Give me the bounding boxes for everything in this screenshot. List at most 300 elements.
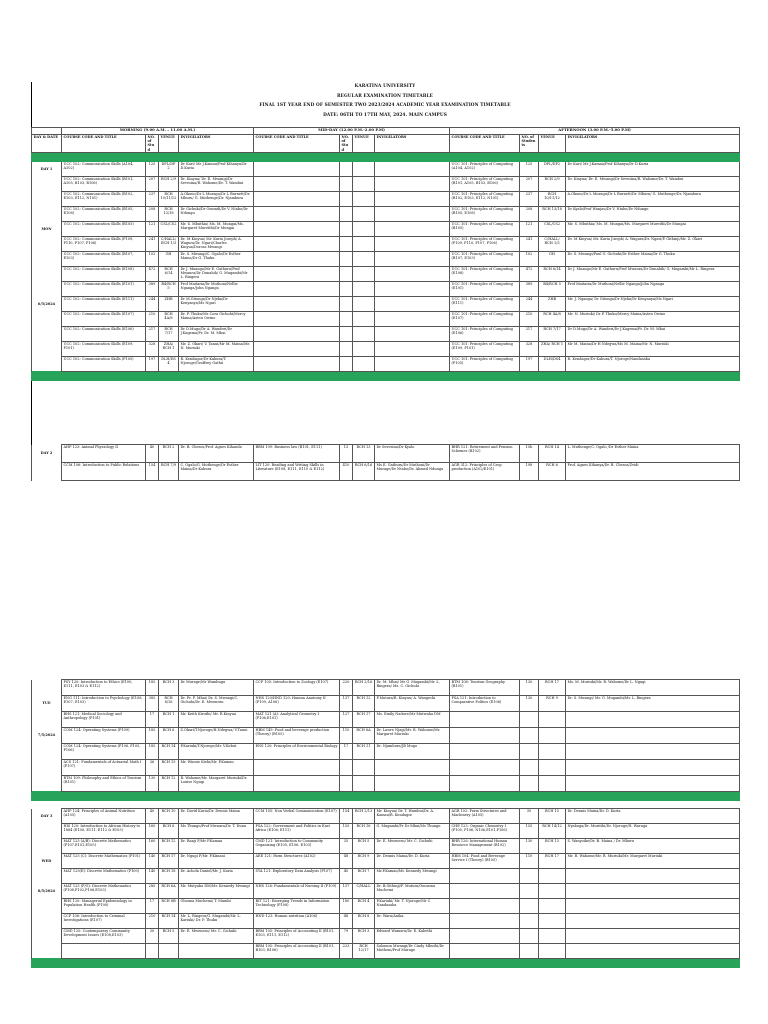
afternoon-no-cell: [520, 712, 539, 728]
midday-course-cell: BBM 105: Principles of Accounting II (B101, B103, B106): [254, 944, 340, 959]
afternoon-course-cell: CHE 123: Organic Chemistry I (P105, P106, N106,E101,P106): [450, 824, 520, 839]
afternoon-no-cell: 237: [520, 191, 539, 206]
day-cell: [32, 869, 62, 884]
afternoon-venue-cell: RCH 6/14: [539, 266, 566, 281]
midday-course-cell: [254, 266, 340, 281]
morning-invig-cell: Oluoma Muchemi/ T. Mumbi: [179, 899, 254, 914]
midday-course-cell: [254, 221, 340, 236]
midday-no-cell: [340, 341, 353, 356]
afternoon-venue-cell: RCH 7/17: [539, 326, 566, 341]
midday-venue-cell: RCH 12/17: [353, 944, 375, 959]
afternoon-course-cell: UCC 101: Principles of Computing (E106): [450, 326, 520, 341]
morning-venue-cell: RCH 1: [159, 712, 179, 728]
day2-table: [31, 444, 740, 481]
morning-no-cell: 185: [146, 680, 159, 696]
midday-course-cell: [254, 236, 340, 251]
morning-no-cell: 160: [146, 824, 159, 839]
afternoon-venue-cell: RCH 13: [539, 839, 566, 854]
morning-course-cell: UCC 102: Communication Skills (B107, E103): [62, 251, 146, 266]
day1-rows: [32, 161, 740, 371]
midday-course-cell: [254, 326, 340, 341]
afternoon-no-cell: [520, 899, 539, 914]
tuesday-table: [31, 679, 740, 801]
afternoon-invig-cell: L. Muthenge/C. Ogalo /Dr Esther Maina: [566, 445, 740, 463]
afternoon-invig-cell: [566, 944, 740, 959]
morning-course-cell: HIS 120: Introduction to African History to 1884 (E100, E111, E112 & E103): [62, 824, 146, 839]
day-cell: [32, 680, 62, 696]
afternoon-no-cell: 210: [520, 311, 539, 326]
afternoon-venue-cell: B4/RCH 5: [539, 281, 566, 296]
afternoon-course-cell: AGR 312: Principles of Crop production (A102/E101): [450, 463, 520, 481]
afternoon-no-cell: 208: [520, 206, 539, 221]
midday-no-cell: [340, 326, 353, 341]
midday-no-cell: 48: [340, 854, 353, 869]
midday-venue-cell: RCH 4: [353, 899, 375, 914]
day-cell: [32, 824, 62, 839]
afternoon-venue-cell: [539, 884, 566, 899]
green-separator: [32, 959, 740, 968]
morning-invig-cell: Dr. S. Mwangi/C. Ogalo/Dr Esther Maina/Dr G. Thuku: [179, 251, 254, 266]
green-separator: [32, 152, 740, 161]
timetable-row: [32, 776, 740, 792]
morning-no-cell: 185: [146, 744, 159, 760]
midday-invig-cell: Dr. Dennis Maina/Dr. D. Kuria: [375, 854, 450, 869]
morning-no-cell: 40: [146, 809, 159, 824]
midday-venue-cell: RCH 16: [353, 824, 375, 839]
midday-course-cell: BBM 109: Business law (B101, E111): [254, 445, 340, 463]
midday-venue-cell: RCH 8: [353, 914, 375, 929]
day-cell: 6/5/2024: [32, 296, 62, 311]
afternoon-no-cell: 110: [520, 854, 539, 869]
midday-invig-cell: Mr.P.Kamau/Mr. Kennedy Mwangi: [375, 869, 450, 884]
midday-invig-cell: [375, 251, 450, 266]
afternoon-invig-cell: Dr J. Muango/Mr E. Gathuru/Prof Mwaura/Dr Dunahih/ G. Mugambi/Mr L. Ringera: [566, 266, 740, 281]
timetable-row: [32, 929, 740, 944]
timetable-row: [32, 281, 740, 296]
midday-invig-cell: [375, 311, 450, 326]
afternoon-venue-cell: RCH 2/9: [539, 176, 566, 191]
morning-session: MORNING (9.00 A.M. – 11.00 A.M.): [62, 128, 254, 135]
day-cell: [32, 914, 62, 929]
afternoon-venue-cell: [539, 869, 566, 884]
timetable-row: [32, 206, 740, 221]
morning-invig-cell: Dr Murage/Mr Wambugu: [179, 680, 254, 696]
timetable-row: [32, 712, 740, 728]
morning-venue-cell: GH: [159, 251, 179, 266]
morning-no-cell: 30: [146, 929, 159, 944]
morning-invig-cell: Mr. L. Ringera/G. Mugambi/Mr. L. Kariuki/ Dr. P. Thuku: [179, 914, 254, 929]
afternoon-invig-cell: Dr D.Mugo/Dr A. Wanderi/Dr J.Kagema/Fr. Dr. M. Mbai: [566, 326, 740, 341]
midday-venue-cell: RCH 9: [353, 854, 375, 869]
timetable-row: [32, 869, 740, 884]
afternoon-course-cell: UCC 101: Principles of Computing (E109, P101): [450, 341, 520, 356]
midday-course-cell: [254, 356, 340, 371]
afternoon-course-cell: UCC 101: Principles of Computing (B107, E103): [450, 251, 520, 266]
midday-invig-cell: [375, 206, 450, 221]
morning-no-cell: 185: [146, 728, 159, 744]
midday-venue-cell: [353, 311, 375, 326]
afternoon-no-cell: 15b: [520, 445, 539, 463]
midday-venue-cell: [353, 296, 375, 311]
afternoon-venue-cell: [539, 744, 566, 760]
midday-no-cell: 137: [340, 696, 353, 712]
midday-venue-cell: [353, 251, 375, 266]
midday-course-cell: BBM 105: Principles of Accounting II (B101, E103, E111, E112): [254, 929, 340, 944]
tuesday-rows: [32, 680, 740, 792]
day-cell: [32, 176, 62, 191]
afternoon-no-cell: [520, 944, 539, 959]
midday-invig-cell: [375, 760, 450, 776]
morning-no-cell: 217: [146, 326, 159, 341]
timetable-row: [32, 696, 740, 712]
afternoon-no-cell: 155: [520, 824, 539, 839]
midday-invig-cell: [375, 341, 450, 356]
midday-no-cell: [340, 161, 353, 176]
day-cell: [32, 776, 62, 792]
morning-course-cell: COM 124: Operating Systems (P109): [62, 728, 146, 744]
morning-venue-cell: B4/RCH 5: [159, 281, 179, 296]
afternoon-venue-cell: DLH/DS4: [539, 356, 566, 371]
day-cell: [32, 191, 62, 206]
morning-course-cell: UCC 102: Communication Skills (B102, E103, E112, N101): [62, 191, 146, 206]
morning-no-cell: 130: [146, 776, 159, 792]
midday-no-cell: 220: [340, 680, 353, 696]
green-separator: [32, 371, 740, 380]
afternoon-invig-cell: Dr. Kinyua/ Dr. E. Mwangi/Dr Sevesina/R. Wahome/Dr. T. Wambui: [566, 176, 740, 191]
afternoon-venue-cell: RCH 6: [539, 463, 566, 481]
midday-venue-cell: RCH 17: [353, 712, 375, 728]
morning-no-cell: 241: [146, 236, 159, 251]
midday-venue-cell: [353, 191, 375, 206]
midday-invig-cell: G. Mugambi/Fr Dr Mbai/Ms Thungu: [375, 824, 450, 839]
afternoon-course-cell: [450, 712, 520, 728]
morning-no-cell: 125: [146, 161, 159, 176]
midday-no-cell: [340, 281, 353, 296]
afternoon-no-cell: 244: [520, 296, 539, 311]
timetable-row: [32, 161, 740, 176]
midday-session: MID-DAY (12.00 P.M.-2.00 P.M): [254, 128, 450, 135]
midday-venue-cell: [353, 221, 375, 236]
timetable-row: [32, 463, 740, 481]
day-cell: 8/5/2024: [32, 884, 62, 899]
afternoon-no-cell: 207: [520, 176, 539, 191]
midday-no-cell: [340, 236, 353, 251]
midday-course-cell: MAT 121 (A): Analytical Geometry I (P106,E101): [254, 712, 340, 728]
afternoon-no-cell: 30: [520, 809, 539, 824]
midday-invig-cell: Mr. Kinyua/ Dr. T. Wambui/Dr. A. Kamau/R. Kendagor: [375, 809, 450, 824]
morning-venue-cell: RCH 7/17: [159, 326, 179, 341]
green-separator: [32, 792, 740, 801]
midday-no-cell: 79: [340, 929, 353, 944]
midday-course-cell: HND 123: Human nutrition (A106): [254, 914, 340, 929]
midday-venue-cell: C/HALL: [353, 884, 375, 899]
morning-course-cell: PSY 120: Introduction to Ethics (E100, E111, E103 & E112): [62, 680, 146, 696]
afternoon-course-cell: HBM 104: Food and Beverage Service I (Theory) (B105): [450, 854, 520, 869]
timetable-row: [32, 236, 740, 251]
midday-course-cell: NHS 120/HND 120: Human Anatomy II (P109, A106): [254, 696, 340, 712]
morning-course-cell: UCC 102: Communication Skills (B105, E108): [62, 206, 146, 221]
midday-no-cell: [340, 221, 353, 236]
afternoon-venue-cell: [539, 776, 566, 792]
midday-venue-cell: [353, 776, 375, 792]
afternoon-invig-cell: Dr. S. Mwangi/ Mr. G. Mugambi/Mr. L. Ringera: [566, 696, 740, 712]
midday-course-cell: ENS 120: Principles of Environmental Biology: [254, 744, 340, 760]
morning-invig-cell: Dr. B. Chesos/Prof. Agnes Kihanda: [179, 445, 254, 463]
morning-no-cell: 197: [146, 356, 159, 371]
midday-invig-cell: [375, 176, 450, 191]
afternoon-no-cell: 121: [520, 221, 539, 236]
morning-invig-cell: Mr. Keith Kiruthi/ Mr. R.Kinyua: [179, 712, 254, 728]
afternoon-course-cell: BHR 121: Retirement and Pension Schemes (B102): [450, 445, 520, 463]
morning-venue-cell: RCH 14: [159, 914, 179, 929]
afternoon-course-cell: [450, 744, 520, 760]
morning-course-cell: ACS 121: Fundamentals of Actuarial Math I (P107): [62, 760, 146, 776]
morning-venue-cell: RCH 17: [159, 854, 179, 869]
day-cell: [32, 356, 62, 371]
timetable-row: [32, 760, 740, 776]
midday-invig-cell: Dr Sevesina/Dr Kyalo: [375, 445, 450, 463]
midday-no-cell: [340, 776, 353, 792]
day-cell: [32, 712, 62, 728]
midday-venue-cell: [353, 356, 375, 371]
afternoon-course-cell: PSA 121: Introduction to Comparative Politics (E106): [450, 696, 520, 712]
afternoon-no-cell: 130: [520, 839, 539, 854]
morning-invig-cell: Dr. M Kinyua/ Mr. Kuria Joseph/ A. Wagura/Dr. Ngari/Charles Kinyua/Dorcas Mwangi: [179, 236, 254, 251]
midday-invig-cell: Solomon Mwangi/Dr Cindy Mbuthi/Dr Muthoni/Prof Murage: [375, 944, 450, 959]
midday-course-cell: STA 121: Exploratory Data Analysis (P107): [254, 869, 340, 884]
afternoon-no-cell: 130: [520, 680, 539, 696]
morning-venue-cell: RCH 10/11/12: [159, 191, 179, 206]
afternoon-no-cell: 125: [520, 161, 539, 176]
morning-venue-cell: RCH 18: [159, 869, 179, 884]
morning-venue-cell: RCH 6/14: [159, 266, 179, 281]
midday-invig-cell: [375, 221, 450, 236]
midday-course-cell: [254, 251, 340, 266]
timetable-row: [32, 944, 740, 959]
midday-venue-cell: [353, 341, 375, 356]
day-cell: [32, 899, 62, 914]
morning-invig-cell: Dr Kuri/ Mr J.Kamau/Prof Kihanya/Dr D.Kuria: [179, 161, 254, 176]
afternoon-invig-cell: Mr. R. Wahome/Mr. R. Muriuki/Mr. Margaret Muriuki: [566, 854, 740, 869]
midday-invig-cell: Dr. M. Mbai/ Mr G. Mugambi/Mr. L. Ringera/ Ms. C. Gichuhi: [375, 680, 450, 696]
morning-venue-cell: DFL/DF2: [159, 161, 179, 176]
morning-venue-cell: RCH 3: [159, 680, 179, 696]
afternoon-venue-cell: RCH 10/11/12: [539, 191, 566, 206]
midday-venue-cell: [353, 206, 375, 221]
midday-invig-cell: [375, 236, 450, 251]
morning-venue-cell: RCH 8B: [159, 899, 179, 914]
afternoon-invig-cell: Mr M. Maina/Dr H Ndegwa/Ms M. Maina/Mr. N. Muriuki: [566, 341, 740, 356]
morning-venue-cell: DLH/DS4: [159, 356, 179, 371]
midday-course-cell: [254, 296, 340, 311]
afternoon-invig-cell: Dr. Dennis Maina/Dr. D. Kuria: [566, 809, 740, 824]
afternoon-course-cell: UCC 101: Principles of Computing (B105, E108): [450, 206, 520, 221]
afternoon-invig-cell: Nyaboga/Dr. Muriithi/Dr. Njoroge/H. Waruga: [566, 824, 740, 839]
morning-no-cell: 40: [146, 445, 159, 463]
afternoon-no-cell: 130: [520, 696, 539, 712]
timetable-row: [32, 191, 740, 206]
morning-venue-cell: RCH 8/16: [159, 696, 179, 712]
morning-venue-cell: RCH 10: [159, 809, 179, 824]
afternoon-venue-cell: RCH 14: [539, 445, 566, 463]
morning-course-cell: AHP 123: Animal Physiology II: [62, 445, 146, 463]
afternoon-invig-cell: [566, 760, 740, 776]
midday-venue-cell: [353, 236, 375, 251]
afternoon-invig-cell: Dr. M Kinyua/ Mr. Kuria Joseph/ A. Wagura/Dr. Ngari/P. Githinji/Mr. Z. Okari: [566, 236, 740, 251]
morning-venue-cell: RCH 5: [159, 929, 179, 944]
morning-invig-cell: Dr. Achola Daniel/Mr. J. Kuria: [179, 869, 254, 884]
university-name: KARATINA UNIVERSITY: [354, 84, 416, 89]
day-cell: MON: [32, 221, 62, 236]
midday-course-cell: AEE 121: Farm Structures (A102): [254, 854, 340, 869]
morning-course-cell: MAT 125 (F/G): Discrete Mathematics (P108,P102,P106,E103): [62, 884, 146, 899]
midday-venue-cell: RCH 12: [353, 696, 375, 712]
afternoon-invig-cell: [566, 776, 740, 792]
afternoon-invig-cell: Prof Maitaria/Dr Muthoni/Nellie Nganga/John Nganga: [566, 281, 740, 296]
midday-no-cell: 35: [340, 839, 353, 854]
midday-venue-cell: RCH 7: [353, 869, 375, 884]
morning-course-cell: UCC 102: Communication Skills (B101, A105, B103, B106): [62, 176, 146, 191]
morning-venue-cell: RCH 15: [159, 760, 179, 776]
midday-course-cell: BIT 121: Emerging Trends in Information Technology (P108): [254, 899, 340, 914]
afternoon-venue-cell: GH: [539, 251, 566, 266]
midday-no-cell: [340, 266, 353, 281]
day-cell: [32, 744, 62, 760]
day-cell: [32, 341, 62, 356]
afternoon-no-cell: 217: [520, 326, 539, 341]
afternoon-course-cell: UCC 101: Principles of Computing (E111): [450, 296, 520, 311]
morning-no-cell: 140: [146, 854, 159, 869]
afternoon-venue-cell: ZHA/ RCH 1: [539, 341, 566, 356]
date-line: DATE: 06TH TO 17TH MAY, 2024. MAIN CAMPUS: [323, 112, 447, 118]
col-no-stud: NO. of Students: [520, 135, 539, 153]
midday-invig-cell: Edward Wamoru/Dr. E. Kabethi: [375, 929, 450, 944]
midday-course-cell: [254, 206, 340, 221]
midday-no-cell: [340, 296, 353, 311]
timetable-row: [32, 899, 740, 914]
morning-course-cell: UCC 102: Communication Skills (P105): [62, 356, 146, 371]
morning-course-cell: CCP 106: Introduction to Criminal Investigations (E107): [62, 914, 146, 929]
day-cell: 7/5/2024: [32, 728, 62, 744]
morning-invig-cell: A.Okono/Dr L Muragu/Dr L Burnett/Dr. Mburu/ G. Muthenge/Dr. Njambura: [179, 191, 254, 206]
day3-table: [31, 808, 740, 968]
timetable-row: [32, 839, 740, 854]
day-cell: [32, 281, 62, 296]
morning-venue-cell: RCH 12: [159, 776, 179, 792]
midday-course-cell: [254, 191, 340, 206]
morning-venue-cell: RCH 7/9: [159, 463, 179, 481]
session-row: [32, 128, 740, 135]
morning-course-cell: UCC 102: Communication Skills (E106): [62, 326, 146, 341]
day-cell: [32, 839, 62, 854]
timetable-row: [32, 326, 740, 341]
morning-no-cell: 244: [146, 296, 159, 311]
morning-invig-cell: Mr. S. Mbuthia/ Ms. M. Mungai/Ms. Margaret Mureithi/Dr Mungai: [179, 221, 254, 236]
timetable-subtitle: FINAL 1ST YEAR END OF SEMESTER TWO 2023/2024 ACADEMIC YEAR EXAMINATION TIMETABLE: [259, 103, 511, 109]
afternoon-venue-cell: [539, 944, 566, 959]
day-cell: [32, 236, 62, 251]
col-no-stud: NO. of Stud: [146, 135, 159, 153]
afternoon-no-cell: [520, 884, 539, 899]
morning-no-cell: 36: [146, 760, 159, 776]
morning-course-cell: BHS 121: Medical Sociology and Anthropology (P101): [62, 712, 146, 728]
afternoon-invig-cell: Mr. N. Muriuki/ Dr P. Thuku/Mercy Maina/Asten Owino: [566, 311, 740, 326]
afternoon-invig-cell: Ms. M. Muriuki/Mr. R. Wahome/Dr L. Ngugi: [566, 680, 740, 696]
timetable-row: [32, 266, 740, 281]
morning-course-cell: ENG 111: Introduction to Psychology (E108, E107, E103): [62, 696, 146, 712]
morning-course-cell: BTM 109: Philosophy and Ethics of Tourism (B101): [62, 776, 146, 792]
morning-venue-cell: RCH 6: [159, 824, 179, 839]
midday-no-cell: 155: [340, 824, 353, 839]
afternoon-no-cell: [520, 929, 539, 944]
timetable-row: [32, 221, 740, 236]
afternoon-course-cell: [450, 884, 520, 899]
midday-no-cell: [340, 760, 353, 776]
morning-venue-cell: [159, 944, 179, 959]
midday-venue-cell: RCH 3: [353, 929, 375, 944]
timetable-row: [32, 176, 740, 191]
morning-no-cell: 328: [146, 341, 159, 356]
afternoon-venue-cell: [539, 899, 566, 914]
midday-venue-cell: [353, 326, 375, 341]
afternoon-invig-cell: Prof. Agnes Kihanya/Dr. B. Chesos/Zvidi: [566, 463, 740, 481]
morning-venue-cell: RCH 6: [159, 728, 179, 744]
afternoon-invig-cell: [566, 712, 740, 728]
morning-venue-cell: RCH 6A: [159, 884, 179, 899]
afternoon-course-cell: UCC 101: Principles of Computing (A104, A102): [450, 161, 520, 176]
midday-course-cell: [254, 776, 340, 792]
midday-no-cell: 154: [340, 809, 353, 824]
morning-invig-cell: Dr Gichuki/Dr Omondi/Dr V. Ntabo/Dr Ndungu: [179, 206, 254, 221]
day-cell: [32, 929, 62, 944]
afternoon-no-cell: [520, 728, 539, 744]
midday-venue-cell: RCH 2/13: [353, 809, 375, 824]
morning-venue-cell: ZHB: [159, 296, 179, 311]
afternoon-venue-cell: [539, 712, 566, 728]
morning-invig-cell: Dr. Kinyua/ Dr. E. Mwangi/Dr Sevesina/R. Wahome/Dr. T. Wambui: [179, 176, 254, 191]
midday-course-cell: [254, 311, 340, 326]
afternoon-invig-cell: Dr. S. Mwangi/Paul G. Gichuhi/Dr Esther Maina/Dr G. Thuku: [566, 251, 740, 266]
afternoon-course-cell: [450, 869, 520, 884]
midday-venue-cell: RCH 11: [353, 744, 375, 760]
morning-venue-cell: ZHA/ RCH 1: [159, 341, 179, 356]
midday-course-cell: PSA 122: Government and Politics in East Africa (E106, E111): [254, 824, 340, 839]
morning-invig-cell: Dr D.Mugo/Dr A. Wanderi/Dr J.Kagema/Fr. Dr. M. Mbai: [179, 326, 254, 341]
morning-no-cell: 17: [146, 712, 159, 728]
morning-invig-cell: Dr. Ngugi F/Mr. P.Kimani: [179, 854, 254, 869]
afternoon-invig-cell: [566, 884, 740, 899]
morning-course-cell: BHS 120: Managerial Epidemiology in Population Health (P100): [62, 899, 146, 914]
morning-venue-cell: RCH 4A/8: [159, 311, 179, 326]
morning-venue-cell: RCH 12: [159, 839, 179, 854]
morning-course-cell: UCC 102: Communication Skills (E109, P101): [62, 341, 146, 356]
morning-venue-cell: RCH 14: [159, 744, 179, 760]
morning-invig-cell: Prof Maitaria/Dr Muthoni/Nellie Nganga/John Nganga: [179, 281, 254, 296]
afternoon-venue-cell: ZHB: [539, 296, 566, 311]
morning-venue-cell: RCH 2: [159, 445, 179, 463]
afternoon-invig-cell: [566, 899, 740, 914]
midday-course-cell: CCM 105: Non Verbal Communication (E107): [254, 809, 340, 824]
timetable-row: [32, 311, 740, 326]
afternoon-venue-cell: C/HALL/ RCH 1/3: [539, 236, 566, 251]
col-invig: INVIGILATORS: [179, 135, 254, 153]
timetable-row: [32, 854, 740, 869]
morning-venue-cell: RCH 13/18: [159, 206, 179, 221]
midday-no-cell: 13: [340, 445, 353, 463]
afternoon-venue-cell: [539, 760, 566, 776]
afternoon-venue-cell: [539, 728, 566, 744]
morning-venue-cell: RCH 2/9: [159, 176, 179, 191]
